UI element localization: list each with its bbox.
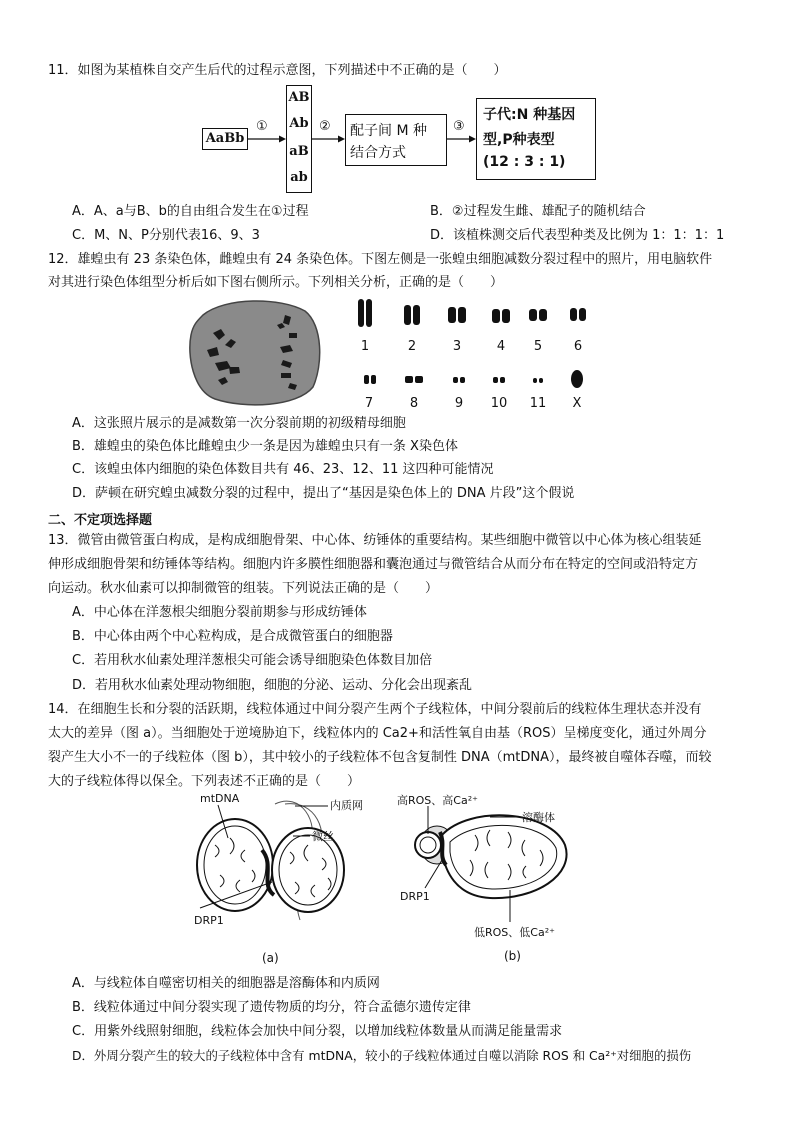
q11-diagram bbox=[0, 0, 794, 200]
q14-stem-line3: 裂产生大小不一的子线粒体（图 b），其中较小的子线粒体不包含复制性 DNA（mtDNA），最终被自噬体吞噬，而较 bbox=[48, 750, 712, 765]
offspring-line3: (12 : 3 : 1) bbox=[483, 154, 566, 170]
q14-option-c: C．用紫外线照射细胞，线粒体会加快中间分裂，以增加线粒体数量从而满足能量需求 bbox=[72, 1024, 563, 1039]
karyo-label-3: 3 bbox=[452, 339, 462, 354]
q14-option-d: D．外周分裂产生的较大的子线粒体中含有 mtDNA，较小的子线粒体通过自噬以消除 ROS 和 Ca²⁺对细胞的损伤 bbox=[72, 1048, 692, 1063]
q14-option-a: A．与线粒体自噬密切相关的细胞器是溶酶体和内质网 bbox=[72, 976, 380, 991]
q12-stem-line2: 对其进行染色体组型分析后如下图右侧所示。下列相关分析，正确的是（ ） bbox=[48, 275, 504, 290]
fig-a-mitochondrion bbox=[197, 801, 344, 920]
q14-stem-line2: 太大的差异（图 a）。当细胞处于逆境胁迫下，线粒体内的 Ca2+和活性氧自由基（ROS）呈梯度变化，通过外周分 bbox=[48, 726, 707, 741]
q13-option-d: D．若用秋水仙素处理动物细胞，细胞的分泌、运动、分化会出现紊乱 bbox=[72, 678, 473, 693]
offspring-line1: 子代:N 种基因 bbox=[483, 107, 576, 123]
karyo-label-6: 6 bbox=[573, 339, 583, 354]
label-lysosome: 溶酶体 bbox=[522, 811, 555, 824]
gamete-Ab: Ab bbox=[289, 116, 309, 131]
karyo-label-11: 11 bbox=[529, 396, 547, 411]
step1-label: ① bbox=[256, 119, 268, 134]
label-drp1-b: DRP1 bbox=[400, 890, 430, 903]
karyo-label-x: X bbox=[572, 396, 582, 411]
gamete-ab: ab bbox=[290, 170, 308, 185]
karyo-label-7: 7 bbox=[364, 396, 374, 411]
offspring-box bbox=[476, 98, 596, 180]
q13-stem-line3: 向运动。秋水仙素可以抑制微管的组装。下列说法正确的是（ ） bbox=[48, 581, 439, 596]
meiosis-cell-photo bbox=[185, 295, 325, 410]
combination-line1: 配子间 M 种 bbox=[350, 123, 427, 139]
q13-stem-line2: 伸形成细胞骨架和纺锤体等结构。细胞内许多膜性细胞器和囊泡通过与微管结合从而分布在特定的空间或沿特定方 bbox=[48, 557, 699, 572]
karyo-label-10: 10 bbox=[490, 396, 508, 411]
q12-stem-line1: 12．雄蝗虫有 23 条染色体，雌蝗虫有 24 条染色体。下图左侧是一张蝗虫细胞减数分裂过程中的照片，用电脑软件 bbox=[48, 252, 713, 267]
q13-option-c: C．若用秋水仙素处理洋葱根尖可能会诱导细胞染色体数目加倍 bbox=[72, 653, 433, 668]
q13-option-a: A．中心体在洋葱根尖细胞分裂前期参与形成纺锤体 bbox=[72, 605, 367, 620]
label-fig-a: (a) bbox=[262, 951, 279, 965]
q11-stem: 11．如图为某植株自交产生后代的过程示意图，下列描述中不正确的是（ ） bbox=[48, 63, 507, 78]
combination-line2: 结合方式 bbox=[350, 145, 406, 161]
label-drp1-a: DRP1 bbox=[194, 914, 224, 927]
q12-option-d: D．萨顿在研究蝗虫减数分裂的过程中，提出了“基因是染色体上的 DNA 片段”这个假说 bbox=[72, 486, 575, 501]
label-low-ros: 低ROS、低Ca²⁺ bbox=[474, 926, 555, 939]
q11-arrows bbox=[0, 0, 794, 200]
q14-stem-line4: 大的子线粒体得以保全。下列表述不正确的是（ ） bbox=[48, 774, 361, 789]
q14-stem-line1: 14．在细胞生长和分裂的活跃期，线粒体通过中间分裂产生两个子线粒体，中间分裂前后的线粒体生理状态并没有 bbox=[48, 702, 702, 717]
section-title: 二、不定项选择题 bbox=[48, 513, 153, 528]
label-microfilament: 微丝 bbox=[312, 830, 334, 843]
q13-option-b: B．中心体由两个中心粒构成，是合成微管蛋白的细胞器 bbox=[72, 629, 393, 644]
label-fig-b: (b) bbox=[504, 949, 521, 963]
q14-option-b: B．线粒体通过中间分裂实现了遗传物质的均分，符合孟德尔遗传定律 bbox=[72, 1000, 471, 1015]
karyo-label-5: 5 bbox=[533, 339, 543, 354]
combination-box bbox=[345, 114, 447, 166]
q12-option-c: C．该蝗虫体内细胞的染色体数目共有 46、23、12、11 这四种可能情况 bbox=[72, 462, 494, 477]
label-er: 内质网 bbox=[330, 799, 363, 812]
q12-option-b: B．雄蝗虫的染色体比雌蝗虫少一条是因为雄蝗虫只有一条 X染色体 bbox=[72, 439, 458, 454]
q11-option-c: C．M、N、P分别代表16、9、3 bbox=[72, 228, 260, 243]
karyo-label-1: 1 bbox=[360, 339, 370, 354]
karyo-label-2: 2 bbox=[407, 339, 417, 354]
karyo-label-8: 8 bbox=[409, 396, 419, 411]
q11-option-d: D．该植株测交后代表型种类及比例为 1：1：1：1 bbox=[430, 228, 725, 243]
q12-option-a: A．这张照片展示的是减数第一次分裂前期的初级精母细胞 bbox=[72, 416, 406, 431]
step2-label: ② bbox=[319, 119, 331, 134]
gamete-aB: aB bbox=[289, 144, 309, 159]
step3-label: ③ bbox=[453, 119, 465, 134]
label-high-ros: 高ROS、高Ca²⁺ bbox=[397, 794, 478, 807]
q13-stem-line1: 13．微管由微管蛋白构成，是构成细胞骨架、中心体、纺锤体的重要结构。某些细胞中微管以中心体为核心组装延 bbox=[48, 533, 702, 548]
label-mtdna: mtDNA bbox=[200, 792, 240, 805]
karyotype-chart bbox=[345, 295, 605, 415]
karyo-label-9: 9 bbox=[454, 396, 464, 411]
offspring-line2: 型,P种表型 bbox=[483, 132, 555, 148]
parent-genotype: AaBb bbox=[205, 131, 245, 146]
gametes-box bbox=[286, 85, 312, 193]
mitochondria-figure bbox=[190, 790, 590, 970]
q11-option-b: B．②过程发生雌、雄配子的随机结合 bbox=[430, 204, 646, 219]
karyo-label-4: 4 bbox=[496, 339, 506, 354]
q11-option-a: A．A、a与B、b的自由组合发生在①过程 bbox=[72, 204, 309, 219]
gamete-AB: AB bbox=[288, 90, 310, 105]
